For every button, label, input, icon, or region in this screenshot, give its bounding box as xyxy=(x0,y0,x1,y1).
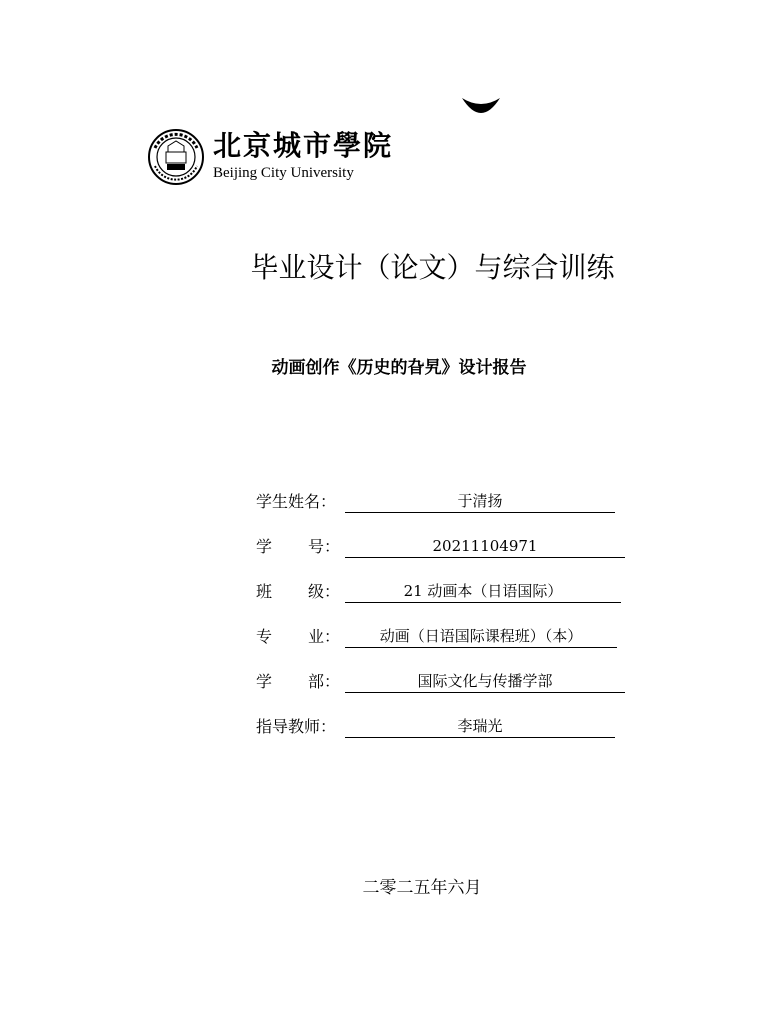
sub-title: 动画创作《历史的旮旯》设计报告 xyxy=(271,358,527,378)
info-label: 学 部： xyxy=(256,672,341,691)
info-label: 专 业： xyxy=(256,627,341,646)
info-label: 班 级： xyxy=(256,582,341,601)
info-row-class xyxy=(256,580,636,625)
submission-date: 二零二五年六月 xyxy=(362,878,482,898)
student-id-value: 20211104971 xyxy=(345,535,625,558)
info-row-department xyxy=(256,670,636,715)
info-row-advisor xyxy=(256,715,636,760)
university-logo xyxy=(147,128,394,188)
info-row-student-id xyxy=(256,535,636,580)
student-info-block xyxy=(256,490,636,760)
class-value: 21 动画本（日语国际） xyxy=(345,580,621,603)
info-label: 学生姓名： xyxy=(256,492,337,511)
main-title: 毕业设计（论文）与综合训练 xyxy=(250,251,615,284)
department-value: 国际文化与传播学部 xyxy=(345,670,625,693)
info-row-major xyxy=(256,625,636,670)
info-label: 学 号： xyxy=(256,537,341,556)
student-name-value: 于清扬 xyxy=(345,490,615,513)
info-row-student-name xyxy=(256,490,636,535)
university-seal-icon xyxy=(147,128,205,186)
university-name-en: Beijing City University xyxy=(213,165,354,181)
info-label: 指导教师： xyxy=(256,717,337,736)
crescent-mark xyxy=(462,98,500,118)
advisor-value: 李瑞光 xyxy=(345,715,615,738)
university-name-cn: 北京城市學院 xyxy=(213,129,394,162)
major-value: 动画（日语国际课程班）（本） xyxy=(345,625,617,648)
